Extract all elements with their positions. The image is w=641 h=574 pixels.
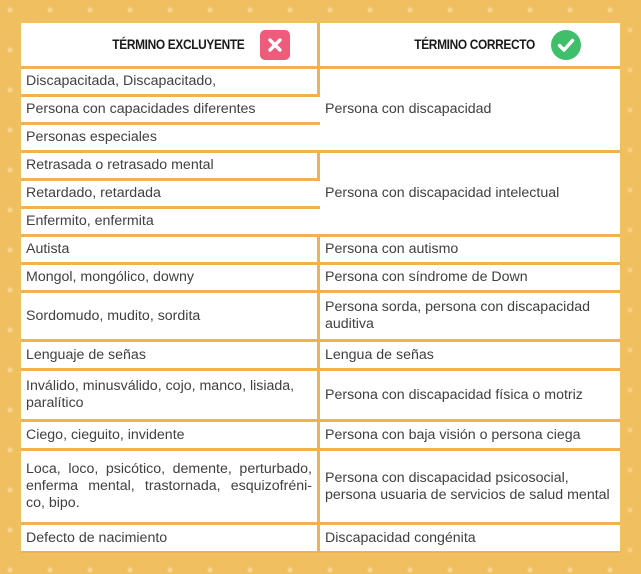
excluding-term: Enfermito, enfermita xyxy=(21,209,320,237)
correct-term: Persona sorda, persona con discapacidad auditiva xyxy=(320,293,620,342)
excluding-term: Lenguaje de señas xyxy=(21,342,320,371)
header-correct xyxy=(320,23,620,69)
correct-term: Persona con síndrome de Down xyxy=(320,265,620,293)
correct-term: Lengua de señas xyxy=(320,342,620,371)
excluding-term: Discapacitada, Discapacitado, xyxy=(21,69,320,97)
excluding-term: Sordomudo, mudito, sordita xyxy=(21,293,320,342)
excluding-term: Loca, loco, psicótico, demente, perturbado, enferma mental, trastornada, esquizofréni-co, bipo. xyxy=(21,451,320,525)
excluding-term: Mongol, mongólico, downy xyxy=(21,265,320,293)
correct-term: Persona con autismo xyxy=(320,237,620,265)
table-row xyxy=(21,371,620,422)
table-row xyxy=(21,525,620,551)
terms-table-frame xyxy=(21,23,620,553)
table-row xyxy=(21,342,620,371)
correct-term: Persona con discapacidad física o motriz xyxy=(320,371,620,422)
excluding-term: Inválido, minusválido, cojo, manco, lisiada, paralítico xyxy=(21,371,320,422)
correct-term: Persona con discapacidad psicosocial, persona usuaria de servicios de salud mental xyxy=(320,451,620,525)
table-row xyxy=(21,293,620,342)
correct-term: Persona con baja visión o persona ciega xyxy=(320,422,620,451)
header-row xyxy=(21,23,620,69)
excluding-term: Autista xyxy=(21,237,320,265)
excluding-term: Personas especiales xyxy=(21,125,320,153)
x-icon xyxy=(260,30,290,60)
excluding-term: Defecto de nacimiento xyxy=(21,525,320,551)
correct-term: Discapacidad congénita xyxy=(320,525,620,551)
excluding-term: Retardado, retardada xyxy=(21,181,320,209)
correct-term: Persona con discapacidad xyxy=(320,69,620,153)
header-correct-label: TÉRMINO CORRECTO xyxy=(414,36,535,52)
terms-table xyxy=(21,23,620,551)
excluding-term: Ciego, cieguito, invidente xyxy=(21,422,320,451)
table-row xyxy=(21,237,620,265)
correct-term: Persona con discapacidad intelectual xyxy=(320,153,620,237)
table-row xyxy=(21,69,620,97)
check-icon xyxy=(551,30,581,60)
header-excluding-label: TÉRMINO EXCLUYENTE xyxy=(111,36,244,52)
table-row xyxy=(21,451,620,525)
table-row xyxy=(21,422,620,451)
table-row xyxy=(21,153,620,181)
header-excluding xyxy=(21,23,320,69)
excluding-term: Retrasada o retrasado mental xyxy=(21,153,320,181)
table-row xyxy=(21,265,620,293)
excluding-term: Persona con capacidades diferentes xyxy=(21,97,320,125)
